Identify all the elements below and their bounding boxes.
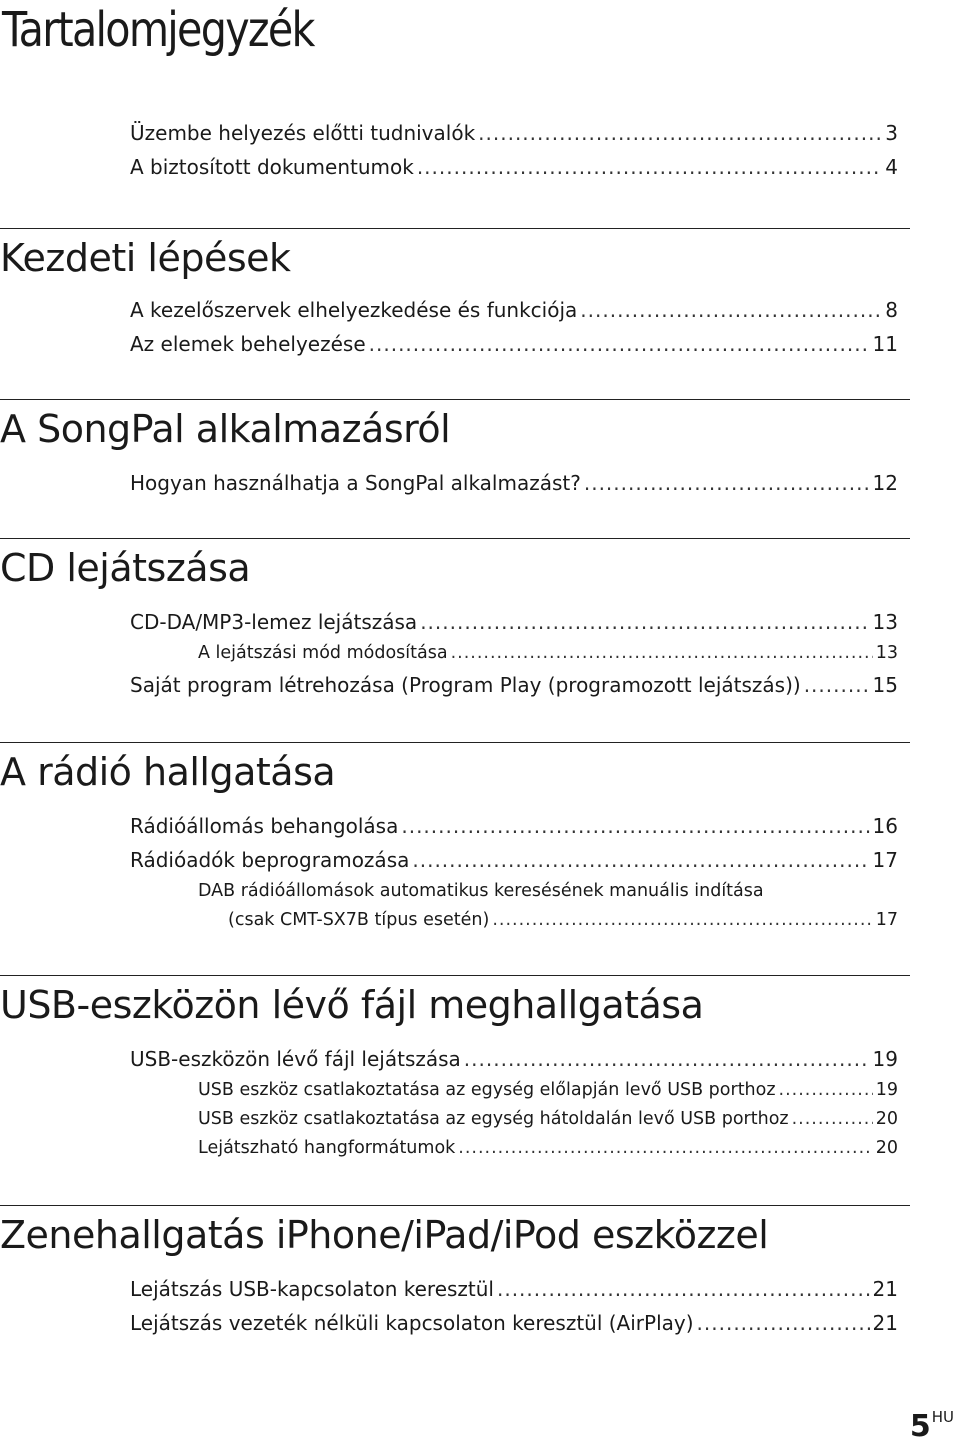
entry-page: 12 [872,471,898,495]
entry-label: Az elemek behelyezése [130,332,366,356]
section-heading: A SongPal alkalmazásról [0,407,451,451]
toc-entry[interactable] [0,1306,898,1340]
entry-page: 20 [875,1109,898,1129]
entry-page: 19 [872,1047,898,1071]
entry-label: Rádióadók beprogramozása [130,848,410,872]
toc-entry[interactable] [0,668,898,702]
entry-label: Lejátszható hangformátumok [198,1138,456,1158]
section-heading: A rádió hallgatása [0,750,336,794]
entry-label: Üzembe helyezés előtti tudnivalók [130,121,476,145]
entry-page: 13 [872,610,898,634]
page-number-suffix: HU [931,1408,954,1426]
entry-label: DAB rádióállomások automatikus keresésének manuális indítása [198,881,764,901]
entry-page: 15 [872,673,898,697]
entry-label: USB-eszközön lévő fájl lejátszása [130,1047,461,1071]
toc-section [0,399,910,500]
toc-subentry[interactable] [0,1134,898,1163]
entry-page: 4 [885,155,898,179]
toc-section [0,228,910,361]
entry-label: CD-DA/MP3-lemez lejátszása [130,610,418,634]
toc-subentry[interactable] [0,1105,898,1134]
entry-page: 21 [872,1277,898,1301]
entry-page: 21 [872,1311,898,1335]
entry-label: Saját program létrehozása (Program Play (programozott lejátszás)) [130,673,801,697]
section-heading: CD lejátszása [0,546,251,590]
toc-entry[interactable] [0,1042,898,1076]
entry-label: Hogyan használhatja a SongPal alkalmazást? [130,471,581,495]
entry-page: 16 [872,814,898,838]
entry-page: 8 [885,298,898,322]
toc-subentry-continued[interactable] [0,906,898,935]
page-title: Tartalomjegyzék [2,2,314,58]
entry-label: A lejátszási mód módosítása [198,643,448,663]
toc-entry[interactable] [0,150,898,184]
entry-page: 20 [875,1138,898,1158]
toc-entry[interactable] [0,1272,898,1306]
entry-page: 17 [872,848,898,872]
entry-label: Lejátszás vezeték nélküli kapcsolaton keresztül (AirPlay) [130,1311,694,1335]
toc-subentry[interactable] [0,1076,898,1105]
page-number-value: 5 [909,1409,931,1444]
toc-section [0,742,910,935]
entry-label: (csak CMT-SX7B típus esetén) [228,910,490,930]
toc-entry[interactable] [0,116,898,150]
section-heading: Zenehallgatás iPhone/iPad/iPod eszközzel [0,1213,769,1257]
toc-section [0,538,910,702]
toc-entry[interactable] [0,809,898,843]
entry-label: Rádióállomás behangolása [130,814,399,838]
page-number [910,1408,954,1444]
section-heading: Kezdeti lépések [0,236,291,280]
toc-entry[interactable] [0,843,898,877]
entry-label: Lejátszás USB-kapcsolaton keresztül [130,1277,494,1301]
entry-page: 19 [875,1080,898,1100]
entry-page: 17 [875,910,898,930]
entry-label: A biztosított dokumentumok [130,155,414,179]
entry-page: 11 [872,332,898,356]
toc-subentry[interactable] [0,877,898,906]
section-heading: USB-eszközön lévő fájl meghallgatása [0,983,704,1027]
entry-page: 3 [885,121,898,145]
toc-entry[interactable] [0,293,898,327]
toc-section [0,1205,910,1340]
entry-label: A kezelőszervek elhelyezkedése és funkciója [130,298,578,322]
entry-page: 13 [875,643,898,663]
entry-label: USB eszköz csatlakoztatása az egység hátoldalán levő USB porthoz [198,1109,789,1129]
toc-entry[interactable] [0,466,898,500]
toc-intro [0,116,910,184]
toc-entry[interactable] [0,327,898,361]
entry-label: USB eszköz csatlakoztatása az egység előlapján levő USB porthoz [198,1080,776,1100]
toc-section [0,975,910,1163]
toc-entry[interactable] [0,605,898,639]
toc-subentry[interactable] [0,639,898,668]
